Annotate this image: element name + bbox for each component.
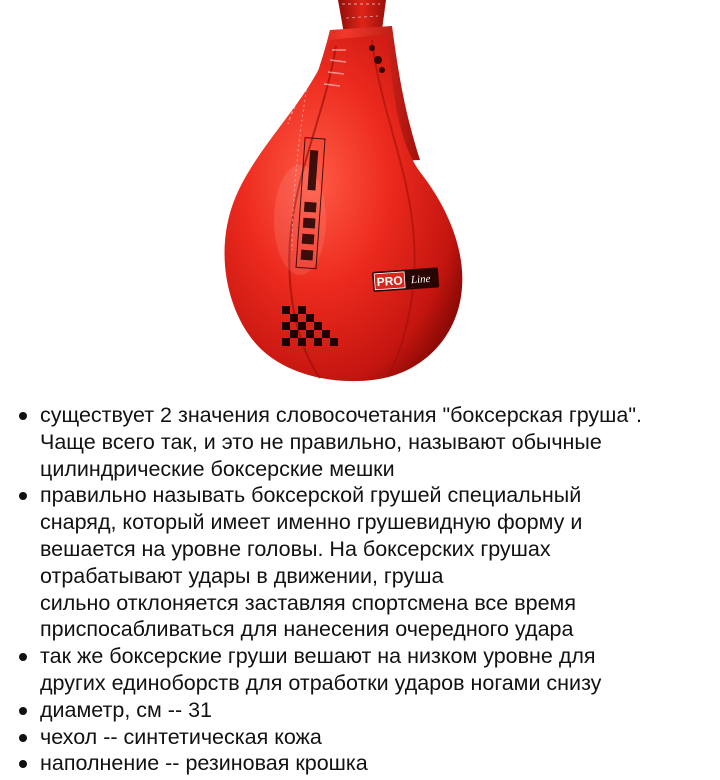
list-item-line: снаряд, который имеет именно грушевидную форму и (40, 510, 583, 535)
list-item-line: цилиндрические боксерские мешки (40, 456, 395, 481)
list-item-line: Чаще всего так, и это не правильно, называют обычные (40, 429, 602, 454)
list-item-line: отрабатывают удары в движении, груша (40, 563, 444, 588)
bullet-icon (19, 707, 27, 715)
list-item (0, 482, 720, 643)
list-item-line: существует 2 значения словосочетания "боксерская груша". (40, 403, 642, 427)
list-item-line: диаметр, см -- 31 (40, 697, 212, 722)
bullet-icon (19, 653, 27, 661)
brand-label: PRO (376, 273, 404, 290)
list-item (0, 643, 720, 697)
list-item-line: сильно отклоняется заставляя спортсмена все время (40, 590, 576, 615)
list-item (0, 724, 720, 751)
bullet-icon (19, 734, 27, 742)
brand-script: Line (410, 272, 431, 287)
bullet-icon (19, 412, 27, 420)
list-item-line: других единоборств для отработки ударов ногами снизу (40, 670, 602, 695)
list-item-line: так же боксерские груши вешают на низком уровне для (40, 644, 596, 669)
bullet-icon (19, 760, 27, 768)
list-item-line: наполнение -- резиновая крошка (40, 751, 368, 776)
list-item-line: вешается на уровне головы. На боксерских грушах (40, 536, 551, 561)
product-description-list (0, 402, 720, 777)
list-item-line: приспосабливаться для нанесения очередного удара (40, 617, 574, 642)
bag-body (225, 34, 463, 381)
list-item-line: правильно называть боксерской грушей специальный (40, 483, 582, 508)
bullet-icon (19, 492, 27, 500)
list-item-line: чехол -- синтетическая кожа (40, 724, 322, 749)
list-item (0, 402, 720, 482)
list-item (0, 697, 720, 724)
list-item (0, 750, 720, 777)
